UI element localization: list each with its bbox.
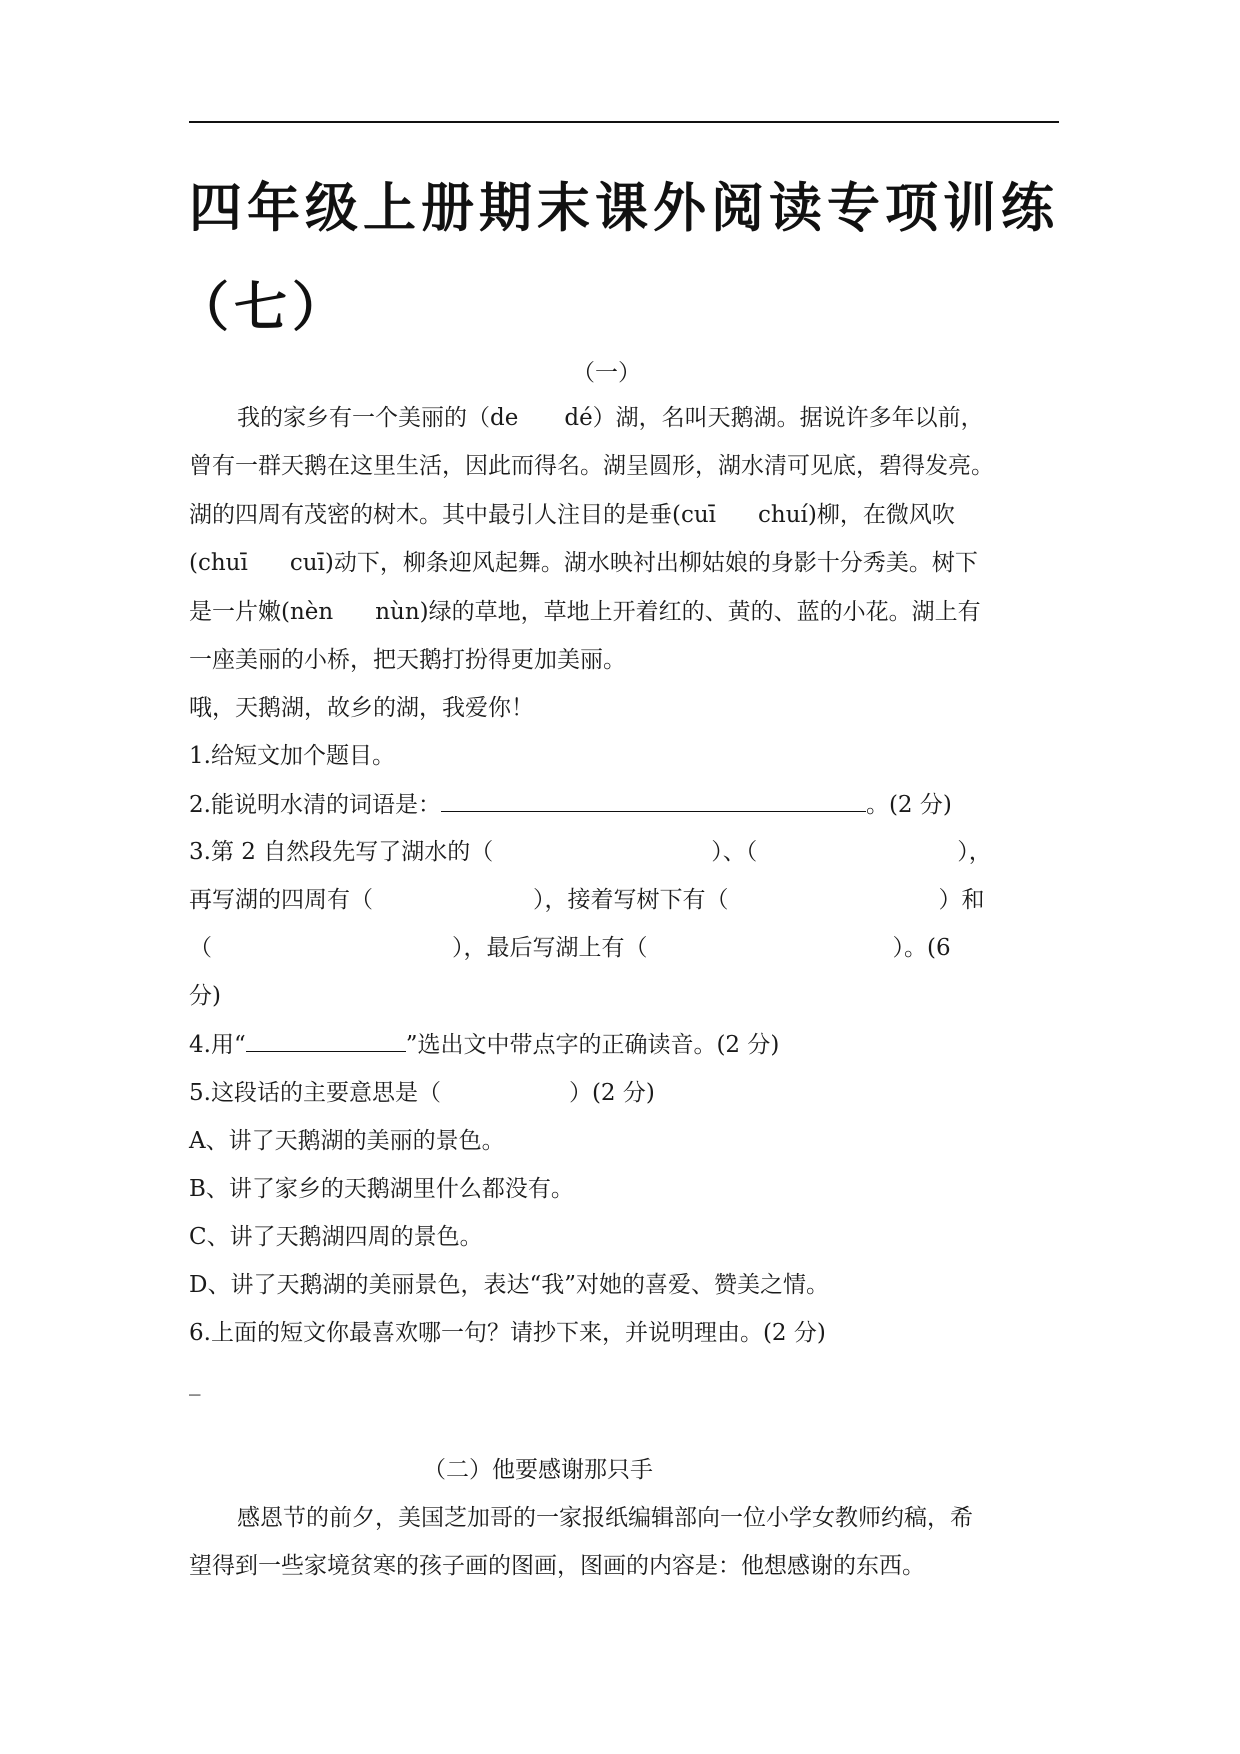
paragraph-line: 是一片嫩(nèn nùn)绿的草地，草地上开着红的、黄的、蓝的小花。湖上有: [189, 599, 981, 625]
section-two-heading: （二）他要感谢那只手: [423, 1457, 653, 1483]
question-4: 4.用“ ”选出文中带点字的正确读音。(2 分): [189, 1029, 779, 1060]
paragraph-line: 望得到一些家境贫寒的孩子画的图画，图画的内容是：他想感谢的东西。: [189, 1553, 925, 1579]
paragraph-line: 一座美丽的小桥，把天鹅打扮得更加美丽。: [189, 647, 626, 673]
question-3: 3.第 2 自然段先写了湖水的（ ）、（ ），: [189, 839, 992, 865]
question-3-cont: （ ），最后写湖上有（ ）。(6: [189, 935, 951, 961]
question-2: 2.能说明水清的词语是： 。(2 分): [189, 789, 952, 820]
paragraph-line: 曾有一群天鹅在这里生活，因此而得名。湖呈圆形，湖水清可见底，碧得发亮。: [189, 453, 994, 479]
paragraph-line: 哦，天鹅湖，故乡的湖，我爱你！: [189, 695, 534, 721]
paragraph-line: 湖的四周有茂密的树木。其中最引人注目的是垂(cuī chuí)柳，在微风吹: [189, 502, 955, 528]
answer-blank[interactable]: [246, 1029, 406, 1052]
question-6: 6.上面的短文你最喜欢哪一句？请抄下来，并说明理由。(2 分): [189, 1320, 826, 1346]
option-a: A、讲了天鹅湖的美丽的景色。: [189, 1128, 505, 1154]
section-one-heading: （一）: [572, 360, 641, 386]
option-c: C、讲了天鹅湖四周的景色。: [189, 1224, 483, 1250]
option-d: D、讲了天鹅湖的美丽景色，表达“我”对她的喜爱、赞美之情。: [189, 1272, 829, 1298]
page-title: 四年级上册期末课外阅读专项训练: [189, 178, 1059, 239]
question-3-cont: 再写湖的四周有（ ），接着写树下有（ ）和: [189, 887, 985, 913]
question-1: 1.给短文加个题目。: [189, 743, 395, 769]
header-rule: [189, 121, 1059, 123]
paragraph-line: 感恩节的前夕，美国芝加哥的一家报纸编辑部向一位小学女教师约稿，希: [237, 1505, 973, 1531]
question-5: 5.这段话的主要意思是（ ）(2 分): [189, 1080, 655, 1106]
question-3-cont: 分): [189, 983, 221, 1009]
paragraph-line: 我的家乡有一个美丽的（de dé）湖，名叫天鹅湖。据说许多年以前，: [237, 405, 984, 431]
paragraph-line: (chuī cuī)动下，柳条迎风起舞。湖水映衬出柳姑娘的身影十分秀美。树下: [189, 550, 978, 576]
option-b: B、讲了家乡的天鹅湖里什么都没有。: [189, 1176, 574, 1202]
page-title-number: （七）: [176, 277, 350, 338]
answer-blank[interactable]: _: [189, 1370, 201, 1396]
answer-blank[interactable]: [441, 789, 866, 812]
